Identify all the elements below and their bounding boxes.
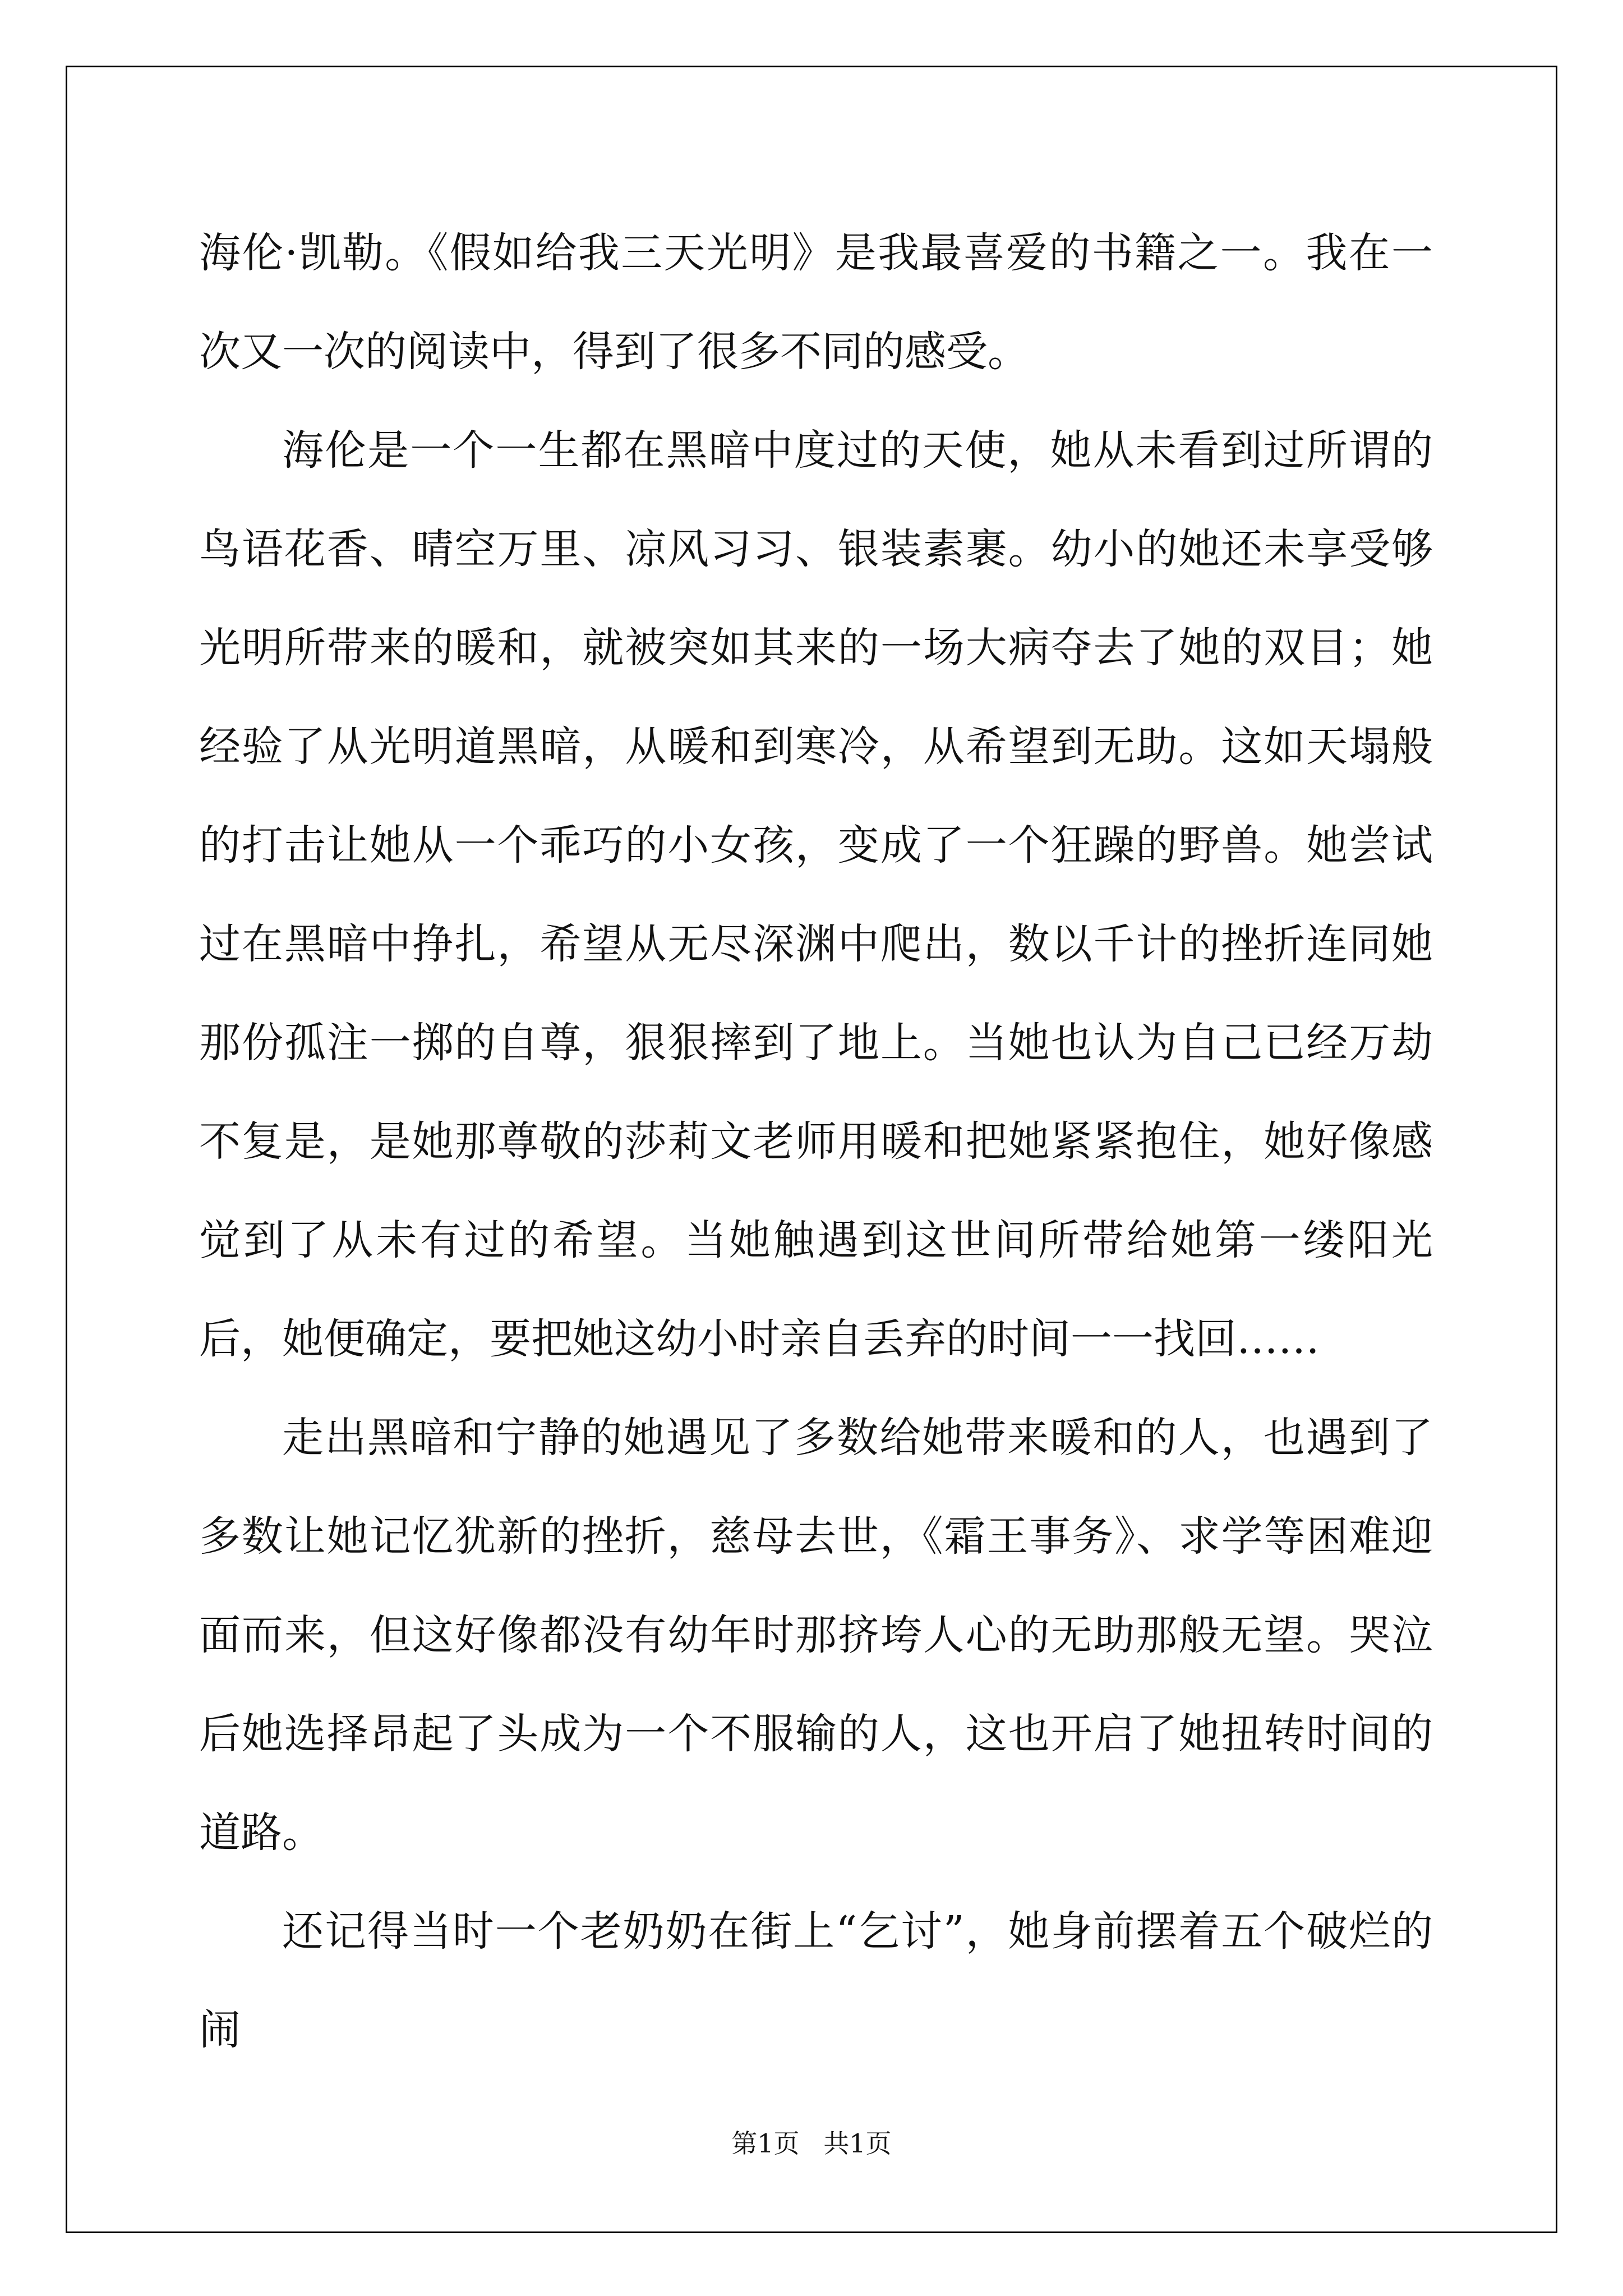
paragraph-3: 走出黑暗和宁静的她遇见了多数给她带来暖和的人，也遇到了多数让她记忆犹新的挫折，慈母去世，《霜王事务》、求学等困难迎面而来，但这好像都没有幼年时那挤垮人心的无助那般无望。哭泣后她选择昂起了头成为一个不服输的人，这也开启了她扭转时间的道路。 (199, 1414, 1433, 1857)
paragraph-2: 海伦是一个一生都在黑暗中度过的天使，她从未看到过所谓的鸟语花香、晴空万里、凉风习习、银装素裹。幼小的她还未享受够光明所带来的暖和，就被突如其来的一场大病夺去了她的双目；她经验了从光明道黑暗，从暖和到寒冷，从希望到无助。这如天塌般的打击让她从一个乖巧的小女孩，变成了一个狂躁的野兽。她尝试过在黑暗中挣扎，希望从无尽深渊中爬出，数以千计的挫折连同她那份孤注一掷的自尊，狠狠摔到了地上。当她也认为自己已经万劫不复是，是她那尊敬的莎莉文老师用暖和把她紧紧抱住，她好像感觉到了从未有过的希望。当她触遇到这世间所带给她第一缕阳光后，她便确定，要把她这幼小时亲自丢弃的时间一一找回…… (199, 426, 1433, 1363)
paragraph-4: 还记得当时一个老奶奶在街上“乞讨”，她身前摆着五个破烂的闹 (199, 1907, 1433, 2054)
page-number: 第1页 (731, 2128, 800, 2159)
page-total: 共1页 (823, 2128, 892, 2159)
document-body (199, 204, 1433, 2079)
page-footer (0, 2123, 1623, 2160)
paragraph-1: 海伦·凯勒。《假如给我三天光明》是我最喜爱的书籍之一。我在一次又一次的阅读中，得到了很多不同的感受。 (199, 229, 1433, 376)
